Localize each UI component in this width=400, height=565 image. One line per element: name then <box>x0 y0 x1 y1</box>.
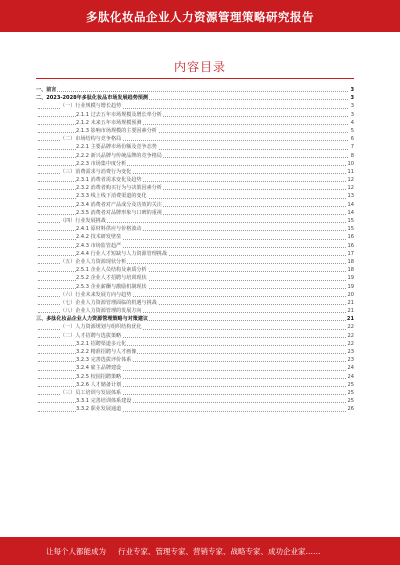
toc-entry-page: 22 <box>347 340 354 347</box>
toc-entry-page: 16 <box>347 242 354 249</box>
toc-entry-page: 20 <box>347 291 354 298</box>
report-title: 多肽化妆品企业人力资源管理策略研究报告 <box>86 10 314 24</box>
toc-entry-text: 3.3.1 完善培训体系建设 <box>76 398 132 405</box>
toc-entry-page: 23 <box>347 349 354 355</box>
toc-entry-text: 2.5.1 企业人员结构及素质分析 <box>76 267 147 274</box>
toc-entry-text: 2.1.3 影响市场规模的主要因素分析 <box>76 127 157 134</box>
toc-entry[interactable] <box>36 381 354 389</box>
toc-entry[interactable] <box>36 209 354 217</box>
toc-entry-text: （五）企业人力资源现状分析 <box>60 258 127 265</box>
toc-entry[interactable] <box>36 233 354 241</box>
page-header <box>0 0 400 32</box>
toc-entry-text: 2.5.2 企业人才招聘与培训现状 <box>76 275 147 282</box>
toc-entry-text: 2.2.2 新兴品牌与传统品牌的竞争格局 <box>76 152 162 159</box>
toc-entry-text: （三）消费需求与消费行为变化 <box>60 168 132 175</box>
footer-roles: 行业专家、管理专家、营销专家、战略专家、成功企业家…… <box>118 547 321 556</box>
toc-entry[interactable] <box>36 405 354 413</box>
toc-entry-page: 19 <box>347 283 354 290</box>
toc-entry-text: 2.3.2 消费者购买行为与决策因素分析 <box>76 185 162 192</box>
toc-entry[interactable] <box>36 266 354 274</box>
toc-entry[interactable] <box>36 340 354 348</box>
toc-entry-page: 24 <box>347 373 354 380</box>
toc-entry-page: 23 <box>347 357 354 364</box>
toc-entry-text: 2.4.4 行业人才短缺与人力资源管理挑战 <box>76 250 167 257</box>
toc-entry-text: （一）行业规模与增长趋势 <box>60 103 122 110</box>
toc-entry-text: （七）企业人力资源管理面临的机遇与挑战 <box>60 299 157 306</box>
toc-entry-page: 22 <box>347 324 354 331</box>
toc-entry-text: （四）行业发展挑战 <box>60 218 106 224</box>
toc-entry[interactable] <box>36 283 354 291</box>
toc-entry[interactable] <box>36 176 354 184</box>
toc-entry-text: （八）企业人力资源管理的发展方向 <box>60 308 142 315</box>
toc-entry-page: 5 <box>350 127 354 134</box>
toc-entry-page: 3 <box>350 103 354 110</box>
toc-entry-page: 24 <box>347 365 354 372</box>
toc-entry-text: 2.4.2 技术研发壁垒 <box>76 234 122 241</box>
toc-entry-page: 7 <box>350 144 354 151</box>
toc-entry-page: 15 <box>347 226 354 233</box>
toc-entry[interactable] <box>36 291 354 299</box>
toc-entry-page: 21 <box>346 316 354 323</box>
toc-entry-page: 21 <box>347 299 354 306</box>
toc-entry-page: 26 <box>347 406 354 413</box>
toc-entry-text: （二）市场结构与竞争格局 <box>60 136 122 143</box>
toc-entry[interactable] <box>36 364 354 372</box>
toc-entry[interactable] <box>36 315 354 323</box>
toc-entry-page: 12 <box>347 177 354 184</box>
toc-entry-text: 3.2.1 招聘渠道多元化 <box>76 340 127 347</box>
toc-entry[interactable] <box>36 225 354 233</box>
toc-entry-page: 25 <box>347 398 354 405</box>
toc-entry[interactable] <box>36 143 354 151</box>
toc-entry[interactable] <box>36 184 354 192</box>
toc-entry-page: 22 <box>347 332 354 339</box>
toc-entry-text: 3.2.5 校园招聘策略 <box>76 373 122 380</box>
toc-entry[interactable] <box>36 356 354 364</box>
toc-entry-text: 2.1.1 过去五年市场规模及增长率分析 <box>76 111 162 118</box>
toc-entry[interactable] <box>36 389 354 397</box>
toc-entry-page: 6 <box>350 136 354 143</box>
toc-entry-page: 12 <box>347 185 354 192</box>
toc-entry[interactable] <box>36 111 354 119</box>
toc-entry-page: 3 <box>350 111 354 118</box>
toc-leader-dots <box>38 91 348 92</box>
toc-entry[interactable] <box>36 86 354 94</box>
toc-entry[interactable] <box>36 135 354 143</box>
toc-entry-text: 2.3.4 消费者对产品成分及功效的关注 <box>76 201 162 208</box>
toc-entry[interactable] <box>36 373 354 381</box>
toc-entry[interactable] <box>36 274 354 282</box>
toc-entry-text: （六）行业未来发展方向与趋势 <box>60 291 132 298</box>
toc-entry-page: 18 <box>347 267 354 274</box>
toc-entry-page: 14 <box>347 209 354 216</box>
toc-entry-page: 14 <box>347 201 354 208</box>
toc-entry[interactable] <box>36 299 354 307</box>
toc-entry-text: （一）人力资源规划与组织结构优化 <box>60 324 142 331</box>
toc-entry-page: 3 <box>350 95 354 102</box>
toc-entry-text: 3.2.4 雇主品牌建设 <box>76 365 122 372</box>
toc-entry[interactable] <box>36 192 354 200</box>
toc-entry-page: 3 <box>350 87 354 93</box>
toc-entry[interactable] <box>36 332 354 340</box>
toc-entry-text: （二）人才招聘与选拔策略 <box>60 332 122 339</box>
toc-entry-text: 二、2023-2028年多肽化妆品市场发展趋势预测 <box>36 95 148 102</box>
toc-entry-text: （三）员工培训与发展体系 <box>60 389 122 396</box>
toc-entry-text: 3.2.6 人才储备计划 <box>76 381 122 388</box>
toc-entry-page: 25 <box>347 389 354 396</box>
toc-entry-text: 2.2.3 市场集中度分析 <box>76 160 127 167</box>
toc-entry[interactable] <box>36 217 354 225</box>
toc-entry[interactable] <box>36 242 354 250</box>
toc-entry[interactable] <box>36 119 354 127</box>
toc-entry[interactable] <box>36 323 354 331</box>
toc-entry[interactable] <box>36 127 354 135</box>
toc-entry[interactable] <box>36 152 354 160</box>
toc-entry-text: 2.3.1 消费者需求变化及趋势 <box>76 177 142 184</box>
toc-entry-text: 2.3.5 消费者对品牌形象与口碑的重视 <box>76 209 162 216</box>
toc-entry-page: 21 <box>347 308 354 315</box>
toc-entry-page: 4 <box>350 119 354 126</box>
toc-entry-page: 18 <box>347 258 354 265</box>
toc-heading: 内容目录 <box>173 60 226 74</box>
toc-entry-text: 2.3.3 线上线下消费渠道的变化 <box>76 193 147 200</box>
toc-entry-text: 3.2.2 精准招聘与人才画像 <box>76 349 137 355</box>
toc-entry-text: 3.3.2 职业发展通道 <box>76 406 122 413</box>
toc-entry-text: 2.4.3 市场监管趋严 <box>76 242 122 249</box>
toc-entry[interactable] <box>36 250 354 258</box>
footer-slogan: 让每个人都能成为 <box>46 547 106 556</box>
toc-entry-page: 19 <box>347 275 354 282</box>
toc-entry-text: 三、多肽化妆品企业人力资源管理策略与对策建议 <box>36 316 149 323</box>
toc-entry-text: 2.1.2 未来五年市场规模预测 <box>76 119 142 126</box>
toc-entry[interactable] <box>36 307 354 315</box>
toc-entry[interactable] <box>36 258 354 266</box>
toc-entry[interactable] <box>36 348 354 356</box>
toc-entry[interactable] <box>36 94 354 102</box>
toc-entry-text: 一、前言 <box>36 87 57 93</box>
toc-heading-rule <box>36 78 354 79</box>
toc-entry-text: 3.2.3 完善选拔评价体系 <box>76 357 132 364</box>
toc-entry-page: 11 <box>347 168 354 175</box>
toc-entry-text: 2.4.1 原材料供应与价格波动 <box>76 226 142 233</box>
toc-entry-text: 2.5.3 企业薪酬与激励机制现状 <box>76 283 147 290</box>
page-footer <box>0 537 400 565</box>
toc-entry[interactable] <box>36 168 354 176</box>
toc-entry-page: 15 <box>347 218 354 224</box>
toc-entry-page: 25 <box>347 381 354 388</box>
toc-entry[interactable] <box>36 397 354 405</box>
toc-entry-text: 2.2.1 主要品牌市场份额及竞争态势 <box>76 144 157 151</box>
toc-entry[interactable] <box>36 102 354 110</box>
toc-entry-page: 8 <box>350 152 354 159</box>
toc-entry-page: 16 <box>347 234 354 241</box>
toc-entry[interactable] <box>36 160 354 168</box>
toc-entry-page: 17 <box>347 250 354 257</box>
toc-entry-page: 13 <box>347 193 354 200</box>
table-of-contents <box>36 86 354 414</box>
toc-entry[interactable] <box>36 201 354 209</box>
toc-entry-page: 10 <box>347 160 354 167</box>
